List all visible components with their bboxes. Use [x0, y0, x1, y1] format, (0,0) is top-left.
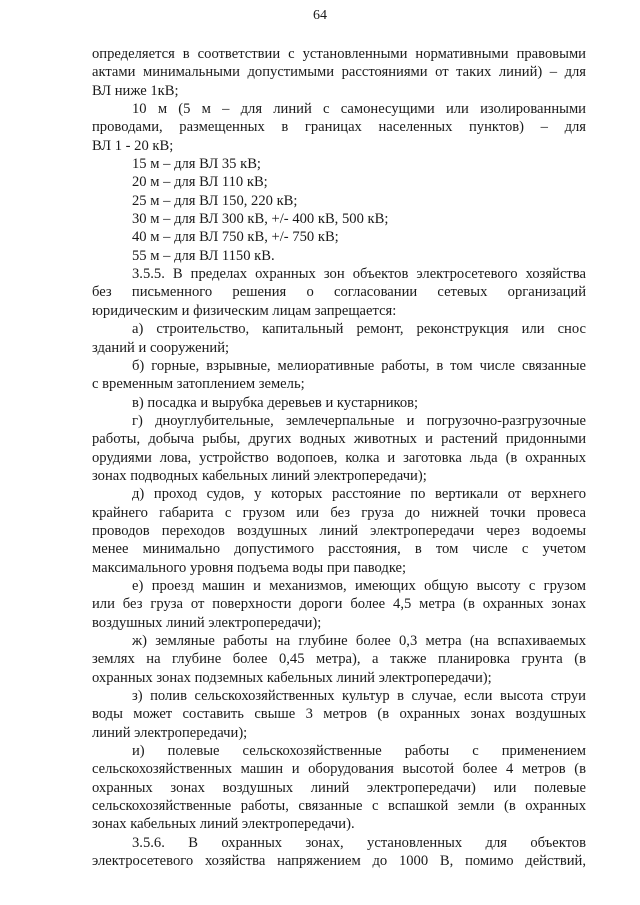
text-line: охранных зонах воздушных линий электропередачи) или полевые — [92, 779, 586, 796]
text-line: ВЛ ниже 1кВ; — [92, 82, 179, 99]
text-line: юридическим и физическим лицам запрещается: — [92, 302, 397, 319]
text-line: в) посадка и вырубка деревьев и кустарников; — [132, 394, 419, 411]
text-line: менее минимально допустимого расстояния, в том числе с учетом — [92, 541, 586, 558]
text-line: ж) земляные работы на глубине более 0,3 метра (на вспахиваемых — [132, 633, 586, 649]
text-line: электросетевого хозяйства напряжением до 1000 В, помимо действий, — [92, 853, 586, 870]
text-line: или без груза от поверхности дороги более 4,5 метра (в охранных зонах — [92, 596, 586, 613]
text-line: землях на глубине более 0,45 метра), а также планировка грунта (в — [92, 651, 586, 668]
text-line: д) проход судов, у которых расстояние по вертикали от верхнего — [132, 486, 586, 503]
text-line: воздушных линий электропередачи); — [92, 614, 322, 631]
text-line: г) дноуглубительные, землечерпальные и погрузочно-разгрузочные — [132, 412, 586, 429]
text-line: максимального уровня подъема воды при паводке; — [92, 559, 407, 576]
text-line: орудиями лова, устройство водопоев, колка и заготовка льда (в охранных — [92, 449, 586, 466]
text-line: 55 м – для ВЛ 1150 кВ. — [132, 247, 275, 264]
text-line: а) строительство, капитальный ремонт, реконструкция или снос — [132, 321, 586, 338]
text-line: и) полевые сельскохозяйственные работы с применением — [132, 743, 586, 760]
text-line: 3.5.6. В охранных зонах, установленных для объектов — [132, 834, 586, 851]
text-line: 15 м – для ВЛ 35 кВ; — [132, 156, 261, 173]
text-line: зданий и сооружений; — [92, 339, 230, 356]
text-line: з) полив сельскохозяйственных культур в случае, если высота струи — [132, 688, 586, 705]
text-line: крайнего габарита с грузом или без груза до нижней точки провеса — [92, 504, 586, 521]
text-line: е) проезд машин и механизмов, имеющих общую высоту с грузом — [132, 577, 586, 594]
document-body — [92, 45, 586, 870]
page-number: 64 — [313, 8, 327, 23]
text-line: линий электропередачи); — [92, 724, 248, 741]
text-line: актами минимальными допустимыми расстояниями от таких линий) – для — [92, 64, 586, 81]
text-line: зонах кабельных линий электропередачи). — [92, 816, 355, 833]
text-line: без письменного решения о согласовании сетевых организаций — [92, 284, 586, 301]
text-line: 20 м – для ВЛ 110 кВ; — [132, 174, 268, 191]
text-line: 3.5.5. В пределах охранных зон объектов электросетевого хозяйства — [132, 266, 586, 283]
text-line: охранных зонах подземных кабельных линий электропередачи); — [92, 669, 492, 686]
text-line: проводами, размещенных в границах населенных пунктов) – для — [92, 119, 586, 136]
text-line: воды может составить свыше 3 метров (в охранных зонах воздушных — [92, 706, 586, 723]
text-line: 25 м – для ВЛ 150, 220 кВ; — [132, 192, 298, 209]
text-line: работы, добыча рыбы, других водных животных и растений придонными — [92, 431, 586, 448]
text-line: сельскохозяйственных машин и оборудования высотой более 4 метров (в — [92, 761, 586, 778]
text-line: определяется в соответствии с установленными нормативными правовыми — [92, 46, 586, 62]
text-line: б) горные, взрывные, мелиоративные работы, в том числе связанные — [132, 357, 586, 374]
text-line: ВЛ 1 - 20 кВ; — [92, 137, 174, 154]
text-line: проводов переходов воздушных линий электропередачи через водоемы — [92, 522, 586, 539]
text-line: 40 м – для ВЛ 750 кВ, +/- 750 кВ; — [132, 229, 339, 246]
text-line: сельскохозяйственные работы, связанные с вспашкой земли (в охранных — [92, 798, 586, 815]
text-line: зонах подводных кабельных линий электропередачи); — [92, 467, 427, 484]
text-line: с временным затоплением земель; — [92, 376, 305, 393]
text-line: 10 м (5 м – для линий с самонесущими или изолированными — [132, 101, 586, 118]
text-line: 30 м – для ВЛ 300 кВ, +/- 400 кВ, 500 кВ; — [132, 211, 389, 228]
